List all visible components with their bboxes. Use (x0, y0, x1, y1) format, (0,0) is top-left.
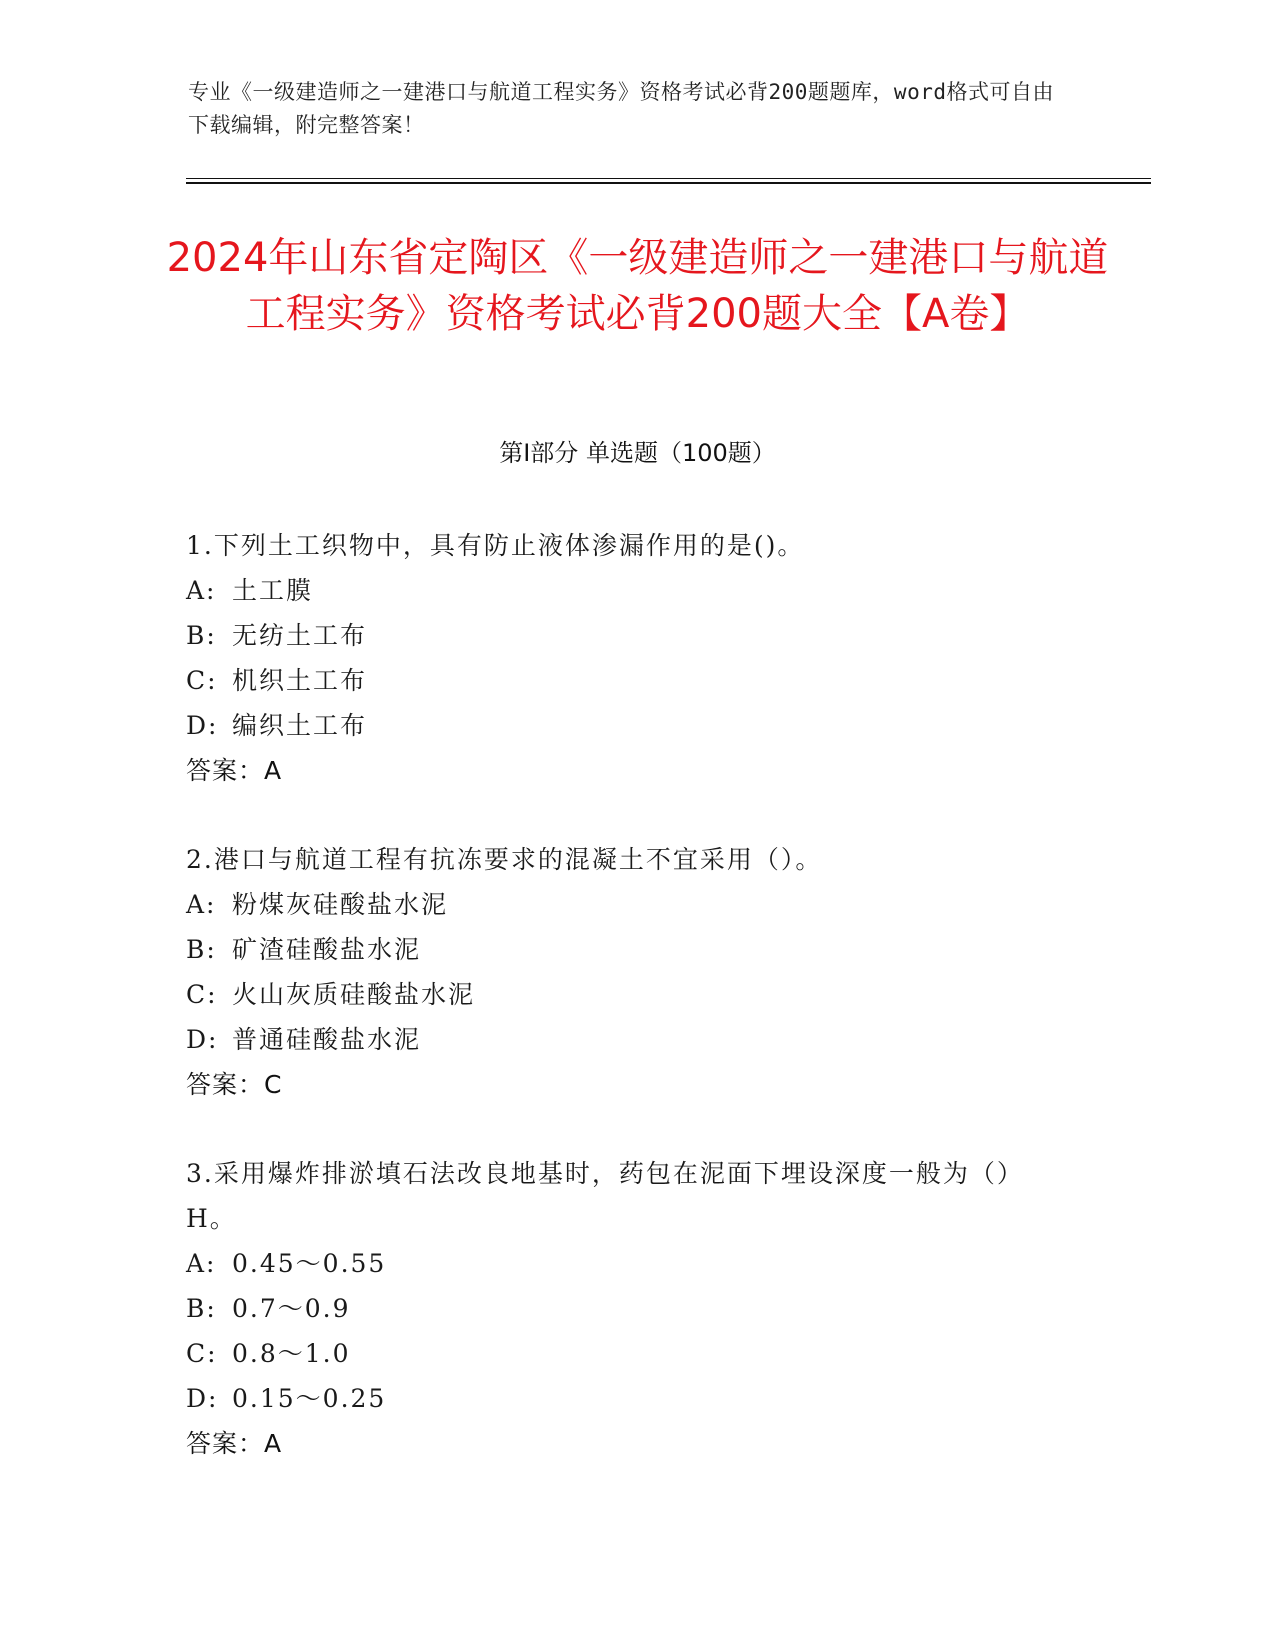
option-d (186, 1017, 1066, 1062)
option-c (186, 972, 1066, 1017)
option-a (186, 1241, 1066, 1286)
option-text: 0.8～1.0 (232, 1339, 351, 1368)
option-text: 普通硅酸盐水泥 (232, 1025, 422, 1054)
option-text: 0.7～0.9 (232, 1294, 351, 1323)
option-key: C: (186, 1339, 218, 1368)
question-2 (186, 837, 1066, 1107)
option-key: D: (186, 1025, 219, 1054)
option-key: A: (186, 1249, 217, 1278)
question-1 (186, 523, 1066, 793)
option-key: A: (186, 890, 217, 919)
section-heading: 第Ⅰ部分 单选题（100题） (499, 439, 776, 467)
option-key: C: (186, 980, 218, 1009)
option-text: 矿渣硅酸盐水泥 (232, 935, 422, 964)
option-a (186, 882, 1066, 927)
answer-line: 答案：A (186, 756, 283, 785)
question-stem: 3.采用爆炸排淤填石法改良地基时，药包在泥面下埋设深度一般为（）H。 (186, 1159, 1024, 1233)
option-key: B: (186, 935, 217, 964)
option-d (186, 703, 1066, 748)
option-key: D: (186, 1384, 219, 1413)
option-d (186, 1376, 1066, 1421)
header-divider-thin (186, 178, 1151, 179)
option-text: 土工膜 (232, 576, 314, 605)
option-text: 火山灰质硅酸盐水泥 (232, 980, 476, 1009)
option-b (186, 927, 1066, 972)
option-text: 0.15～0.25 (232, 1384, 387, 1413)
option-key: D: (186, 711, 219, 740)
option-text: 编织土工布 (232, 711, 368, 740)
option-key: B: (186, 1294, 217, 1323)
option-text: 粉煤灰硅酸盐水泥 (232, 890, 449, 919)
option-key: B: (186, 621, 217, 650)
question-stem: 2.港口与航道工程有抗冻要求的混凝土不宜采用（）。 (186, 845, 823, 874)
question-list (186, 523, 1066, 1510)
answer-line: 答案：C (186, 1070, 283, 1099)
option-c (186, 658, 1066, 703)
document-title: 2024年山东省定陶区《一级建造师之一建港口与航道工程实务》资格考试必背200题大全【A卷】 (166, 235, 1109, 337)
option-a (186, 568, 1066, 613)
option-b (186, 613, 1066, 658)
header-note: 专业《一级建造师之一建港口与航道工程实务》资格考试必背200题题库，word格式可自由下载编辑，附完整答案！ (188, 80, 1054, 137)
option-key: C: (186, 666, 218, 695)
header-divider-thick (186, 182, 1151, 184)
question-stem: 1.下列土工织物中，具有防止液体渗漏作用的是()。 (186, 531, 805, 560)
option-key: A: (186, 576, 217, 605)
option-text: 0.45～0.55 (232, 1249, 387, 1278)
answer-line: 答案：A (186, 1429, 283, 1458)
question-3 (186, 1151, 1066, 1466)
option-text: 无纺土工布 (232, 621, 368, 650)
option-b (186, 1286, 1066, 1331)
option-c (186, 1331, 1066, 1376)
option-text: 机织土工布 (232, 666, 368, 695)
